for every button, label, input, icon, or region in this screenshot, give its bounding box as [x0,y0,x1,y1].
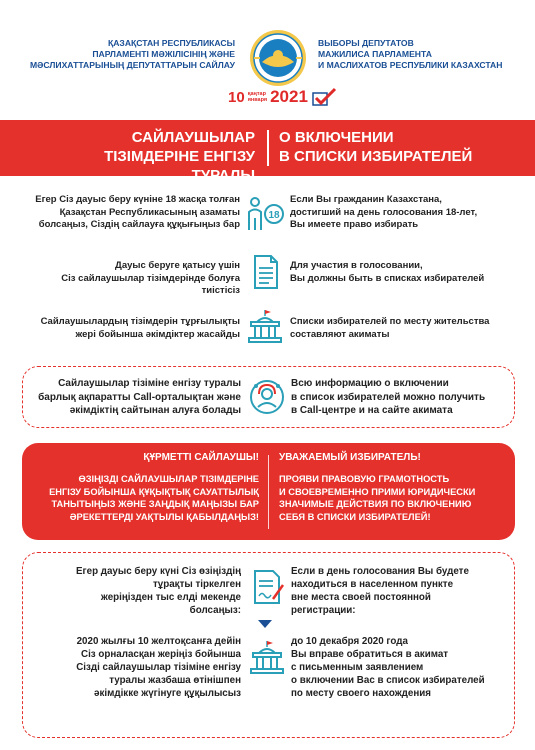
text-line: до 10 декабря 2020 года [291,636,408,647]
text-line: Для участия в голосовании, [290,260,423,271]
arrow-down-icon [258,620,272,628]
text-line: находиться в населенном пункте [291,579,454,590]
date-year: 2021 [270,87,308,106]
text-line: Егер Сіз дауыс беру күніне 18 жасқа толған [35,194,240,205]
banner-line: ТІЗІМДЕРІНЕ ЕНГІЗУ ТУРАЛЫ [104,148,255,184]
text-line: Если Вы гражданин Казахстана, [290,194,442,205]
text-line: жеріңізден тыс елді мекенде [100,592,241,603]
text-line: составляют акиматы [290,328,390,340]
call-center-info-box [22,366,515,428]
text-line: туралы жазбаша өтінішпен [109,675,241,686]
header-right-line: ВЫБОРЫ ДЕПУТАТОВ [318,38,414,48]
government-building-icon [245,306,285,346]
text-line: Қазақстан Республикасының азаматы [59,206,240,218]
temp-location-text-russian [291,565,511,617]
date-month [248,91,267,103]
panel-divider [268,455,269,529]
text-line: по месту своего нахождения [291,688,431,699]
header-left-line: ҚАЗАҚСТАН РЕСПУБЛИКАСЫ [107,38,235,48]
banner-line: САЙЛАУШЫЛАР [131,129,255,146]
header-left-line: МӘСЛИХАТТАРЫНЫҢ ДЕПУТАТТАРЫН САЙЛАУ [29,60,235,70]
text-line: ӨЗІҢІЗДІ САЙЛАУШЫЛАР ТІЗІМДЕРІНЕ [78,474,259,484]
text-line: Списки избирателей по месту жительства [290,316,490,327]
header-title-kazakh [20,38,235,71]
text-line: Всю информацию о включении [291,378,449,389]
row-text-kazakh [30,194,240,232]
panel-body-kazakh [34,473,259,523]
text-line: о включении Вас в список избирателей [291,675,485,686]
text-line: регистрации: [291,605,356,616]
text-line: Если в день голосования Вы будете [291,566,469,577]
text-line: Вы должны быть в списках избирателей [290,272,485,284]
info-row-akimat-lists [0,304,535,348]
text-line: барлық ақпаратты Call-орталықтан және [38,391,241,403]
header-title-russian [318,38,533,71]
title-banner [0,120,535,184]
text-line: Сізді сайлаушылар тізіміне енгізу [76,662,241,673]
text-line: СЕБЯ В СПИСКИ ИЗБИРАТЕЛЕЙ! [279,511,431,522]
header-right-line: И МАСЛИХАТОВ РЕСПУБЛИКИ КАЗАХСТАН [318,60,503,70]
row-text-russian [290,260,510,285]
icon-label-18: 18 [268,210,280,221]
checkmark-icon [311,87,337,107]
text-line: ЗНАЧИМЫЕ ДЕЙСТВИЯ ПО ВКЛЮЧЕНИЮ [279,499,472,509]
text-line: Сайлаушылар тізіміне енгізу туралы [58,378,241,389]
date-month-kazakh: қаңтар [247,91,266,97]
akimat-building-icon [247,639,287,679]
text-line: 2020 жылғы 10 желтоқсанға дейін [76,636,241,647]
person-18-icon [245,194,285,234]
text-line: әкімдіктің сайтынан алуға болады [69,405,241,416]
banner-title-russian [279,128,519,166]
text-line: болсаңыз: [189,605,241,616]
text-line: тұрақты тіркелген [153,579,241,590]
text-line: Сайлаушылардың тізімдерін тұрғылықты [40,316,240,327]
header [0,0,535,115]
row-text-russian [290,316,510,341]
text-line: ТАНЫТЫҢЫЗ ЖӘНЕ ЗАҢДЫҚ МАҢЫЗЫ БАР [51,499,259,509]
document-list-icon [245,252,285,292]
text-line: в список избирателей можно получить [291,391,486,403]
row-text-kazakh [30,260,240,298]
text-line: әкімдікке жүгінуге құқылысыз [94,688,241,699]
text-line: жері бойынша әкімдіктер жасайды [75,328,240,340]
call-center-icon [247,377,287,417]
election-date-badge [228,86,337,108]
date-month-russian: января [247,97,268,103]
info-text-kazakh [31,377,241,418]
panel-title-kazakh: ҚҰРМЕТТІ САЙЛАУШЫ! [143,452,259,463]
header-left-line: ПАРЛАМЕНТІ МӘЖІЛІСІНІҢ ЖӘНЕ [92,49,235,59]
text-line: в Call-центре и на сайте акимата [291,405,453,416]
banner-line: О ВКЛЮЧЕНИИ [279,129,394,146]
banner-line: В СПИСКИ ИЗБИРАТЕЛЕЙ [279,148,473,165]
row-text-kazakh [30,316,240,341]
text-line: Вы имеете право избирать [290,219,419,230]
text-line: Вы вправе обратиться в акимат [291,649,449,660]
date-day: 10 [228,88,245,106]
temporary-location-box [22,552,515,738]
dear-voter-panel [22,443,515,540]
text-line: вне места своей постоянной [291,592,431,603]
text-line: Сіз орналасқан жеріңіз бойынша [81,649,241,660]
apply-text-russian [291,635,511,700]
text-line: И СВОЕВРЕМЕННО ПРИМИ ЮРИДИЧЕСКИ [279,486,476,497]
text-line: Егер дауыс беру күні Сіз өзіңіздің [76,566,241,577]
text-line: с письменным заявлением [291,662,424,673]
temp-location-text-kazakh [31,565,241,617]
text-line: ЕНГІЗУ БОЙЫНША ҚҰҚЫҚТЫҚ САУАТТЫЛЫҚ [49,486,259,497]
banner-title-kazakh [40,128,255,185]
text-line: Сіз сайлаушылар тізімдерінде болуға тиістісіз [61,272,240,296]
header-right-line: МАЖИЛИСА ПАРЛАМЕНТА [318,49,432,59]
text-line: достигший на день голосования 18-лет, [290,206,478,218]
text-line: ПРОЯВИ ПРАВОВУЮ ГРАМОТНОСТЬ [279,474,450,484]
panel-body-russian [279,473,507,523]
election-commission-emblem-icon [248,28,308,88]
info-row-voter-list [0,252,535,294]
info-row-voting-age [0,190,535,242]
text-line: болсаңыз, Сіздің сайлауға құқығыңыз бар [38,219,240,230]
panel-title-russian: УВАЖАЕМЫЙ ИЗБИРАТЕЛЬ! [279,452,421,463]
row-text-russian [290,194,510,232]
info-text-russian [291,377,511,418]
signed-document-icon [247,567,287,607]
text-line: Дауыс беруге қатысу үшін [115,260,240,271]
apply-text-kazakh [31,635,241,700]
text-line: ӘРЕКЕТТЕРДІ УАҚТЫЛЫ ҚАБЫЛДАҢЫЗ! [69,511,259,522]
banner-divider [267,130,269,166]
